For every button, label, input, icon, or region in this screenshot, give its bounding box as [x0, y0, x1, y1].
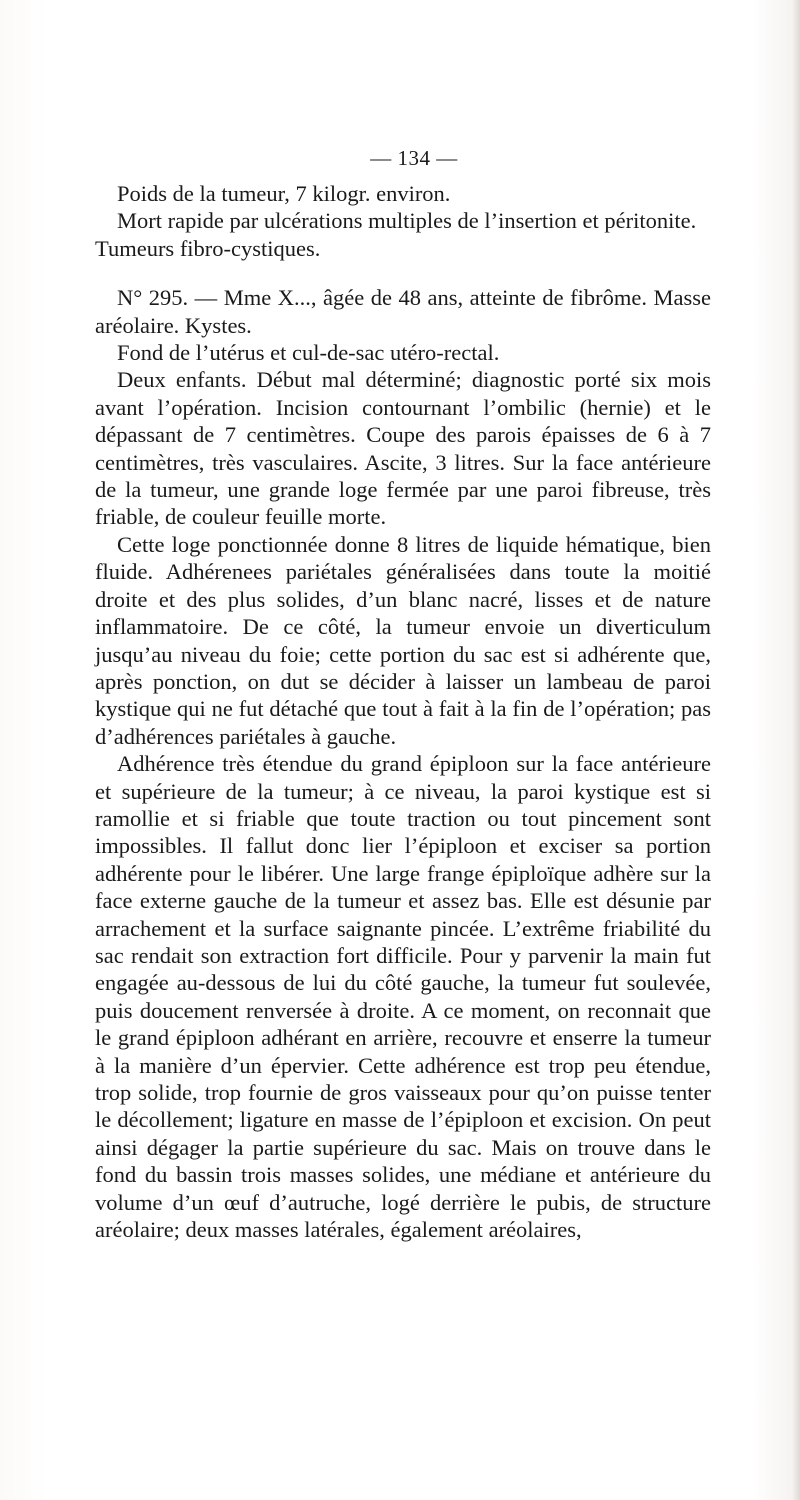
paragraph-puncture: Cette loge ponctionnée donne 8 litres de liquide hématique, bien fluide. Adhérenees pariétales généralisées dans toute la moitié droite et des plus solides, d’un blanc nacré, lisses et de nature inflammatoire. De ce côté, la tumeur envoie un diverticulum jusqu’au niveau du foie; cette portion du sac est si adhérente que, après ponction, on dut se décider à laisser un lambeau de paroi kystique qui ne fut détaché que tout à fait à la fin de l’opération; pas d’adhérences pariétales à gauche.: [95, 531, 711, 749]
paragraph-location: Fond de l’utérus et cul-de-sac utéro-rectal.: [117, 340, 500, 366]
paragraph-history: Deux enfants. Début mal déterminé; diagnostic porté six mois avant l’opération. Incision contournant l’ombilic (hernie) et le dépassant de 7 centimètres. Coupe des parois épaisses de 6 à 7 centimètres, très vasculaires. Ascite, 3 litres. Sur la face antérieure de la tumeur, une grande loge fermée par une paroi fibreuse, très friable, de couleur feuille morte.: [95, 367, 711, 530]
paragraph-case-header: N° 295. — Mme X..., âgée de 48 ans, atteinte de fibrôme. Masse aréolaire. Kystes.: [95, 285, 711, 338]
paragraph-death-cause: Mort rapide par ulcérations multiples de l’insertion et péritonite.: [117, 208, 697, 234]
paragraph-adhesions: Adhérence très étendue du grand épiploon sur la face antérieure et supérieure de la tumeur; à ce niveau, la paroi kystique est si ramollie et si friable que toute traction ou tout pincement sont impossibles. Il fallut donc lier l’épiploon et exciser sa portion adhérente pour le libérer. Une large frange épiploïque adhère sur la face externe gauche de la tumeur et assez bas. Elle est désunie par arrachement et la surface saignante pincée. L’extrême friabilité du sac rendait son extraction fort difficile. Pour y parvenir la main fut engagée au-dessous de lui du côté gauche, la tumeur fut soulevée, puis doucement renversée à droite. A ce moment, on reconnait que le grand épiploon adhérant en arrière, recouvre et enserre la tumeur à la manière d’un épervier. Cette adhérence est trop peu étendue, trop solide, trop fournie de gros vaisseaux pour qu’on puisse tenter le décollement; ligature en masse de l’épiploon et excision. On peut ainsi dégager la partie supérieure du sac. Mais on trouve dans le fond du bassin trois masses solides, une médiane et antérieure du volume d’un œuf d’autruche, logé derrière le pubis, de structure aréolaire; deux masses latérales, également aréolaires,: [95, 751, 711, 1243]
paragraph-tumor-type: Tumeurs fibro-cystiques.: [95, 235, 321, 261]
body-text: [95, 180, 711, 1243]
page-edge-shadow: [792, 0, 800, 1500]
paragraph-tumor-weight: Poids de la tumeur, 7 kilogr. environ.: [117, 181, 451, 206]
page-number: — 134 —: [370, 146, 458, 170]
